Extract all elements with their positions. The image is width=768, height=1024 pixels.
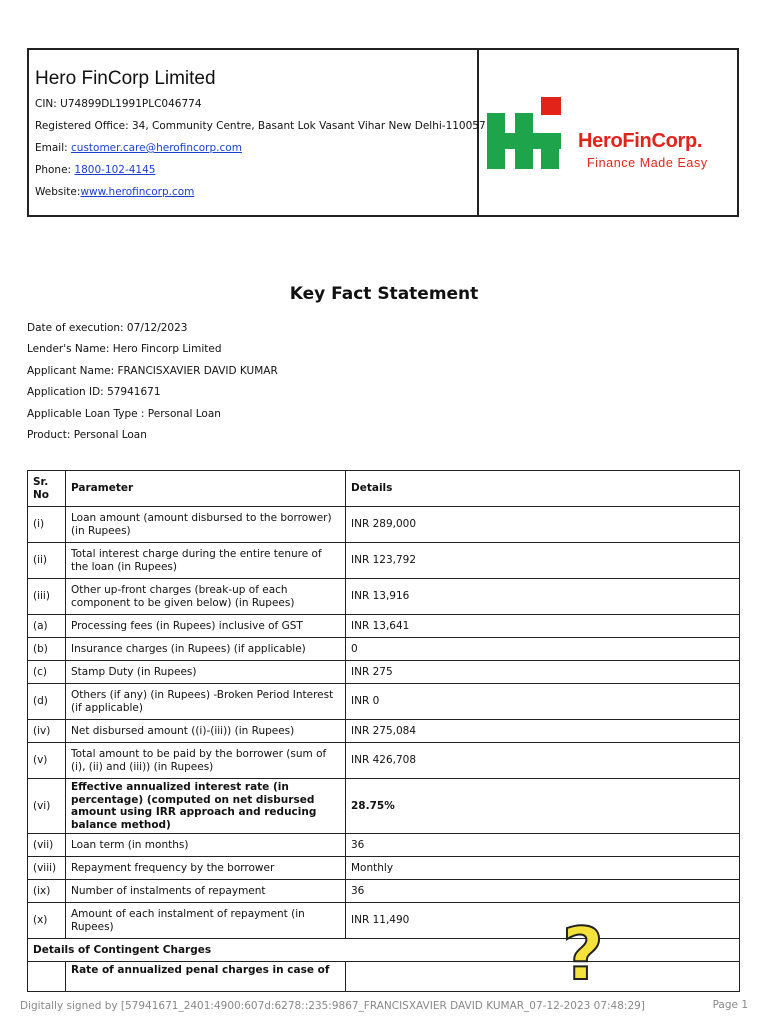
row-sr: (a): [28, 615, 66, 638]
phone-line: [35, 164, 477, 177]
row-sr: (v): [28, 743, 66, 779]
row-sr: (ii): [28, 543, 66, 579]
row-parameter: Repayment frequency by the borrower: [66, 857, 346, 880]
row-sr: (iii): [28, 579, 66, 615]
office-line: Registered Office: 34, Community Centre, Basant Lok Vasant Vihar New Delhi-110057: [35, 120, 486, 132]
email-link[interactable]: customer.care@herofincorp.com: [71, 142, 242, 154]
row-parameter: Insurance charges (in Rupees) (if applicable): [66, 638, 346, 661]
row-parameter: Total amount to be paid by the borrower (sum of (i), (ii) and (iii)) (in Rupees): [66, 743, 346, 779]
header-parameter: Parameter: [66, 471, 346, 507]
row-details: Monthly: [346, 857, 740, 880]
row-sr: (c): [28, 661, 66, 684]
row-sr: (iv): [28, 720, 66, 743]
table-row: [28, 880, 740, 903]
table-row: [28, 543, 740, 579]
company-name: Hero FinCorp Limited: [35, 68, 216, 89]
row-parameter: Stamp Duty (in Rupees): [66, 661, 346, 684]
company-info: [29, 50, 486, 215]
row-sr: [28, 962, 66, 992]
email-line: [35, 142, 477, 155]
product: Product: Personal Loan: [27, 428, 147, 441]
row-sr: (vii): [28, 834, 66, 857]
row-sr: (b): [28, 638, 66, 661]
table-row: [28, 661, 740, 684]
table-row: [28, 720, 740, 743]
row-parameter: Net disbursed amount ((i)-(iii)) (in Rupees): [66, 720, 346, 743]
table-row: [28, 507, 740, 543]
phone-label: Phone:: [35, 164, 75, 176]
logo-hero-text: Hero: [578, 130, 623, 152]
row-sr: (ix): [28, 880, 66, 903]
table-header-row: [28, 471, 740, 507]
row-sr: (i): [28, 507, 66, 543]
logo-wordmark: [578, 130, 702, 153]
applicant-name: Applicant Name: FRANCISXAVIER DAVID KUMAR: [27, 364, 278, 377]
row-details: INR 13,641: [346, 615, 740, 638]
row-parameter: Loan amount (amount disbursed to the borrower) (in Rupees): [66, 507, 346, 543]
table-row: [28, 779, 740, 834]
row-details: INR 275,084: [346, 720, 740, 743]
table-row: [28, 903, 740, 939]
contingent-charges-heading: Details of Contingent Charges: [28, 939, 740, 962]
row-details: INR 289,000: [346, 507, 740, 543]
row-parameter: Other up-front charges (break-up of each component to be given below) (in Rupees): [66, 579, 346, 615]
row-details: [346, 962, 740, 992]
row-parameter: Number of instalments of repayment: [66, 880, 346, 903]
header-details: Details: [346, 471, 740, 507]
website-link[interactable]: www.herofincorp.com: [80, 186, 195, 198]
header-box: [27, 48, 739, 217]
statement-meta: [27, 322, 278, 450]
row-parameter: Loan term (in months): [66, 834, 346, 857]
table-row: [28, 834, 740, 857]
row-details: INR 123,792: [346, 543, 740, 579]
website-line: [35, 186, 477, 199]
table-row: [28, 962, 740, 992]
phone-link[interactable]: 1800-102-4145: [74, 164, 156, 176]
table-row: [28, 615, 740, 638]
website-label: Website:: [35, 186, 81, 198]
page-number: Page 1: [712, 999, 748, 1011]
contingent-charges-heading-row: [28, 939, 740, 962]
logo-area: [479, 50, 737, 215]
row-parameter: Total interest charge during the entire tenure of the loan (in Rupees): [66, 543, 346, 579]
row-details: INR 13,916: [346, 579, 740, 615]
row-sr: (x): [28, 903, 66, 939]
logo-tagline: Finance Made Easy: [587, 156, 708, 170]
row-details: 36: [346, 834, 740, 857]
row-details: INR 11,490: [346, 903, 740, 939]
digital-signature-footer: Digitally signed by [57941671_2401:4900:607d:6278::235:9867_FRANCISXAVIER DAVID KUMAR_07-12-2023 07:48:29]: [20, 1000, 645, 1012]
table-row: [28, 579, 740, 615]
row-details: INR 0: [346, 684, 740, 720]
row-sr: (viii): [28, 857, 66, 880]
row-parameter: Processing fees (in Rupees) inclusive of GST: [66, 615, 346, 638]
table-row: [28, 638, 740, 661]
row-parameter: Amount of each instalment of repayment (in Rupees): [66, 903, 346, 939]
row-parameter: Effective annualized interest rate (in percentage) (computed on net disbursed amount using IRR approach and reducing balance method): [66, 779, 346, 834]
row-details: INR 275: [346, 661, 740, 684]
table-row: [28, 857, 740, 880]
loan-type: Applicable Loan Type : Personal Loan: [27, 407, 221, 420]
row-details: INR 426,708: [346, 743, 740, 779]
row-parameter: Others (if any) (in Rupees) -Broken Period Interest (if applicable): [66, 684, 346, 720]
row-parameter: Rate of annualized penal charges in case of: [66, 962, 346, 992]
row-details: 36: [346, 880, 740, 903]
execution-date: Date of execution: 07/12/2023: [27, 322, 188, 334]
row-details: 0: [346, 638, 740, 661]
row-details: 28.75%: [346, 779, 740, 834]
help-question-mark-icon[interactable]: ?: [562, 912, 604, 996]
table-row: [28, 684, 740, 720]
logo-fincorp-text: FinCorp.: [622, 130, 703, 152]
row-sr: (d): [28, 684, 66, 720]
email-label: Email:: [35, 142, 72, 154]
document-title: Key Fact Statement: [289, 284, 479, 304]
header-sr: Sr. No: [28, 471, 66, 507]
application-id: Application ID: 57941671: [27, 386, 161, 399]
lender-name: Lender's Name: Hero Fincorp Limited: [27, 343, 222, 356]
key-fact-table: [27, 470, 740, 996]
cin-line: CIN: U74899DL1991PLC046774: [35, 98, 202, 110]
row-sr: (vi): [28, 779, 66, 834]
table-row: [28, 743, 740, 779]
hero-logo-mark-icon: [487, 97, 563, 173]
